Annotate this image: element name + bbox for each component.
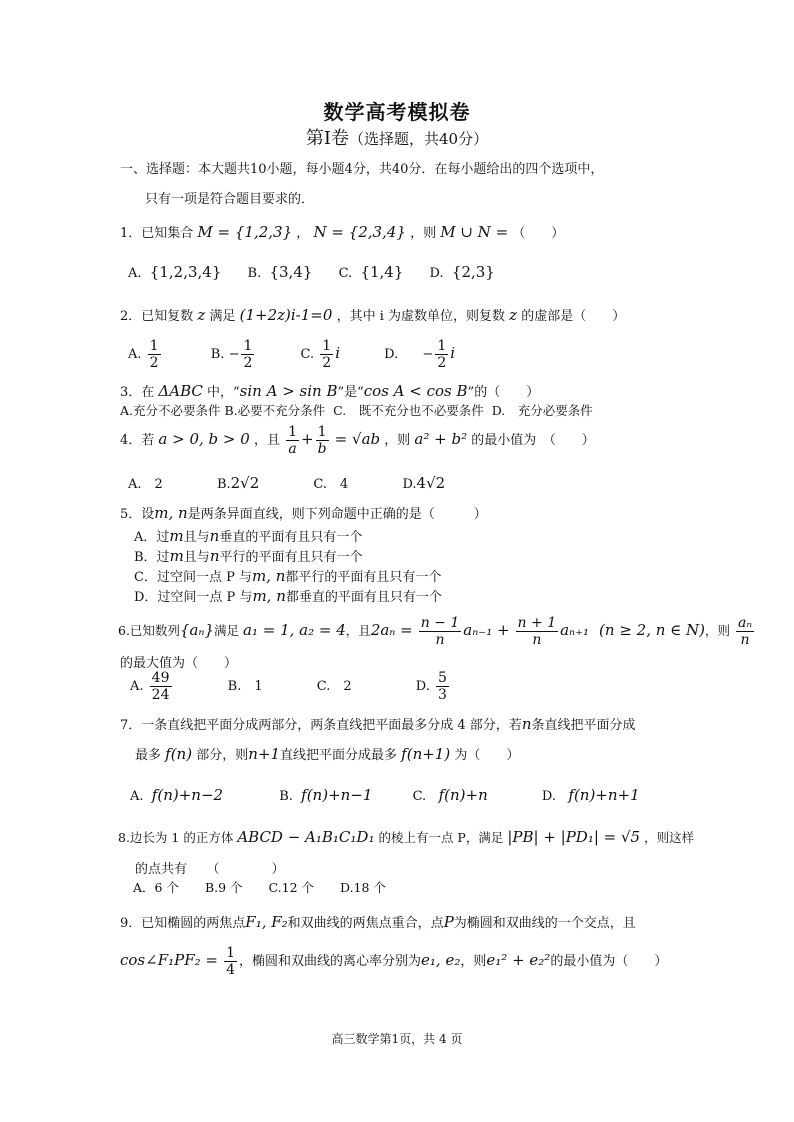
page-title: 数学高考模拟卷 xyxy=(323,100,471,124)
option-d: $\frac{1}{2}$ xyxy=(437,338,447,371)
question-5-option-b: B．过m且与n平行的平面有且只有一个 xyxy=(134,547,363,565)
question-7-options: A. f(n)+n−2 B. f(n)+n−1 C. f(n)+n D. f(n)+n+1 xyxy=(130,786,640,804)
option-d: {2,3} xyxy=(451,263,495,281)
option-c: C. 4 xyxy=(313,477,349,492)
question-5-option-a: A．过m且与n垂直的平面有且只有一个 xyxy=(134,527,363,545)
set-m: M = {1,2,3} xyxy=(197,223,293,241)
question-6-options: A. $\frac{49}{24}$ B. 1 C. 2 D. $\frac{5}{3}$ xyxy=(130,670,447,703)
option-b: {3,4} xyxy=(269,263,313,281)
equation: (1+2z)i-1=0 xyxy=(239,306,333,324)
option-d: f(n)+n+1 xyxy=(568,786,640,804)
option-d: $\frac{5}{3}$ xyxy=(438,670,447,703)
question-8-line1: 8.边长为 1 的正方体 ABCD − A₁B₁C₁D₁ 的棱上有一点 P，满足 |PB| + |PD₁| = √5 ，则这样 xyxy=(118,828,695,846)
page-footer: 高三数学第1页，共 4 页 xyxy=(331,1032,463,1046)
question-6-line2: 的最大值为（ ） xyxy=(120,656,238,671)
question-7-line1: 7．一条直线把平面分成两部分，两条直线把平面最多分成 4 部分，若n条直线把平面分成 xyxy=(120,715,636,733)
question-4-options: A. 2 B.2√2 C. 4 D.4√2 xyxy=(128,474,446,492)
option-a: $\frac{49}{24}$ xyxy=(151,670,170,703)
question-6-stem: 6.已知数列{aₙ}满足 a₁ = 1, a₂ = 4，且2aₙ = $\frac{n - 1}{n}$ aₙ₋₁ + $\frac{n + 1}{n}$ aₙ₊₁ (n ≥ 2, n ∈ N)，则 $\frac{\text{aₙ}}{n}$ xyxy=(118,615,753,648)
question-1-options: A. {1,2,3,4} B. {3,4} C. {1,4} D. {2,3} xyxy=(128,263,495,281)
volume-label: 第Ⅰ卷 xyxy=(305,128,350,149)
option-c: C. 2 xyxy=(316,679,352,694)
section-instruction-1: 一、选择题：本大题共10小题，每小题4分，共40分．在每小题给出的四个选项中， xyxy=(120,162,604,177)
option-a: A.充分不必要条件 xyxy=(120,403,221,418)
option-d: D.18 个 xyxy=(340,880,386,895)
option-b: f(n)+n−1 xyxy=(301,786,373,804)
option-c: C.12 个 xyxy=(268,880,315,895)
option-c: $\frac{1}{2}$ xyxy=(322,338,332,371)
question-3-stem: 3．在 ΔABC 中，“sin A > sin B”是“cos A < cos B”的（ ） xyxy=(120,382,540,400)
option-d: 4√2 xyxy=(416,474,446,492)
question-2-options: A. $\frac{1}{2}$ B. − $\frac{1}{2}$ C. $\frac{1}{2}$ i D. − $\frac{1}{2}$ i xyxy=(128,338,456,371)
option-b: 2√2 xyxy=(230,474,260,492)
question-7-line2: 最多 f(n) 部分，则n+1直线把平面分成最多 f(n+1) 为（ ） xyxy=(135,745,520,763)
option-a: f(n)+n−2 xyxy=(151,786,224,804)
option-d: D. 充分必要条件 xyxy=(491,403,593,418)
union-expr: M ∪ N = xyxy=(440,223,509,241)
question-4-stem: 4．若 a > 0, b > 0 ，且 $\frac{1}{a}$ + $\frac{1}{b}$ = √ab ，则 a² + b² 的最小值为 （ ） xyxy=(120,424,595,457)
option-c: {1,4} xyxy=(360,263,404,281)
option-a: {1,2,3,4} xyxy=(149,263,222,281)
question-5-option-d: D．过空间一点 P 与m, n都垂直的平面有且只有一个 xyxy=(134,587,442,605)
option-a: A. 2 xyxy=(128,477,163,492)
question-8-line2: 的点共有 （ ） xyxy=(135,862,285,877)
question-5-option-c: C．过空间一点 P 与m, n都平行的平面有且只有一个 xyxy=(134,567,442,585)
option-b: B.必要不充分条件 xyxy=(224,403,326,418)
option-c: C. 既不充分也不必要条件 xyxy=(333,403,484,418)
question-9-line1: 9．已知椭圆的两焦点F₁, F₂和双曲线的两焦点重合，点P为椭圆和双曲线的一个交点，且 xyxy=(120,913,636,931)
option-c: f(n)+n xyxy=(438,786,488,804)
section-instruction-2: 只有一项是符合题目要求的． xyxy=(145,192,315,207)
option-b: B. 1 xyxy=(227,679,263,694)
option-a: $\frac{1}{2}$ xyxy=(149,338,159,371)
question-8-options xyxy=(133,878,386,896)
question-9-line2: cos∠F₁PF₂ = $\frac{1}{4}$ ，椭圆和双曲线的离心率分别为e₁, e₂，则e₁² + e₂²的最小值为（ ） xyxy=(120,945,668,978)
volume-note: （选择题，共40分） xyxy=(349,130,489,148)
question-2-stem: 2．已知复数 z 满足 (1+2z)i-1=0 ，其中 i 为虚数单位，则复数 z 的虚部是（ ） xyxy=(120,306,626,324)
option-b: $\frac{1}{2}$ xyxy=(243,338,253,371)
question-1-stem: 1．已知集合 M = {1,2,3} ， N = {2,3,4} ，则 M ∪ N = （ ） xyxy=(120,223,565,241)
page-subtitle xyxy=(0,124,794,150)
question-3-options xyxy=(120,401,593,419)
option-b: B.9 个 xyxy=(204,880,243,895)
set-n: N = {2,3,4} xyxy=(313,223,406,241)
option-a: A．6 个 xyxy=(133,880,179,895)
question-5-stem: 5．设m, n是两条异面直线，则下列命题中正确的是（ ） xyxy=(120,504,487,522)
